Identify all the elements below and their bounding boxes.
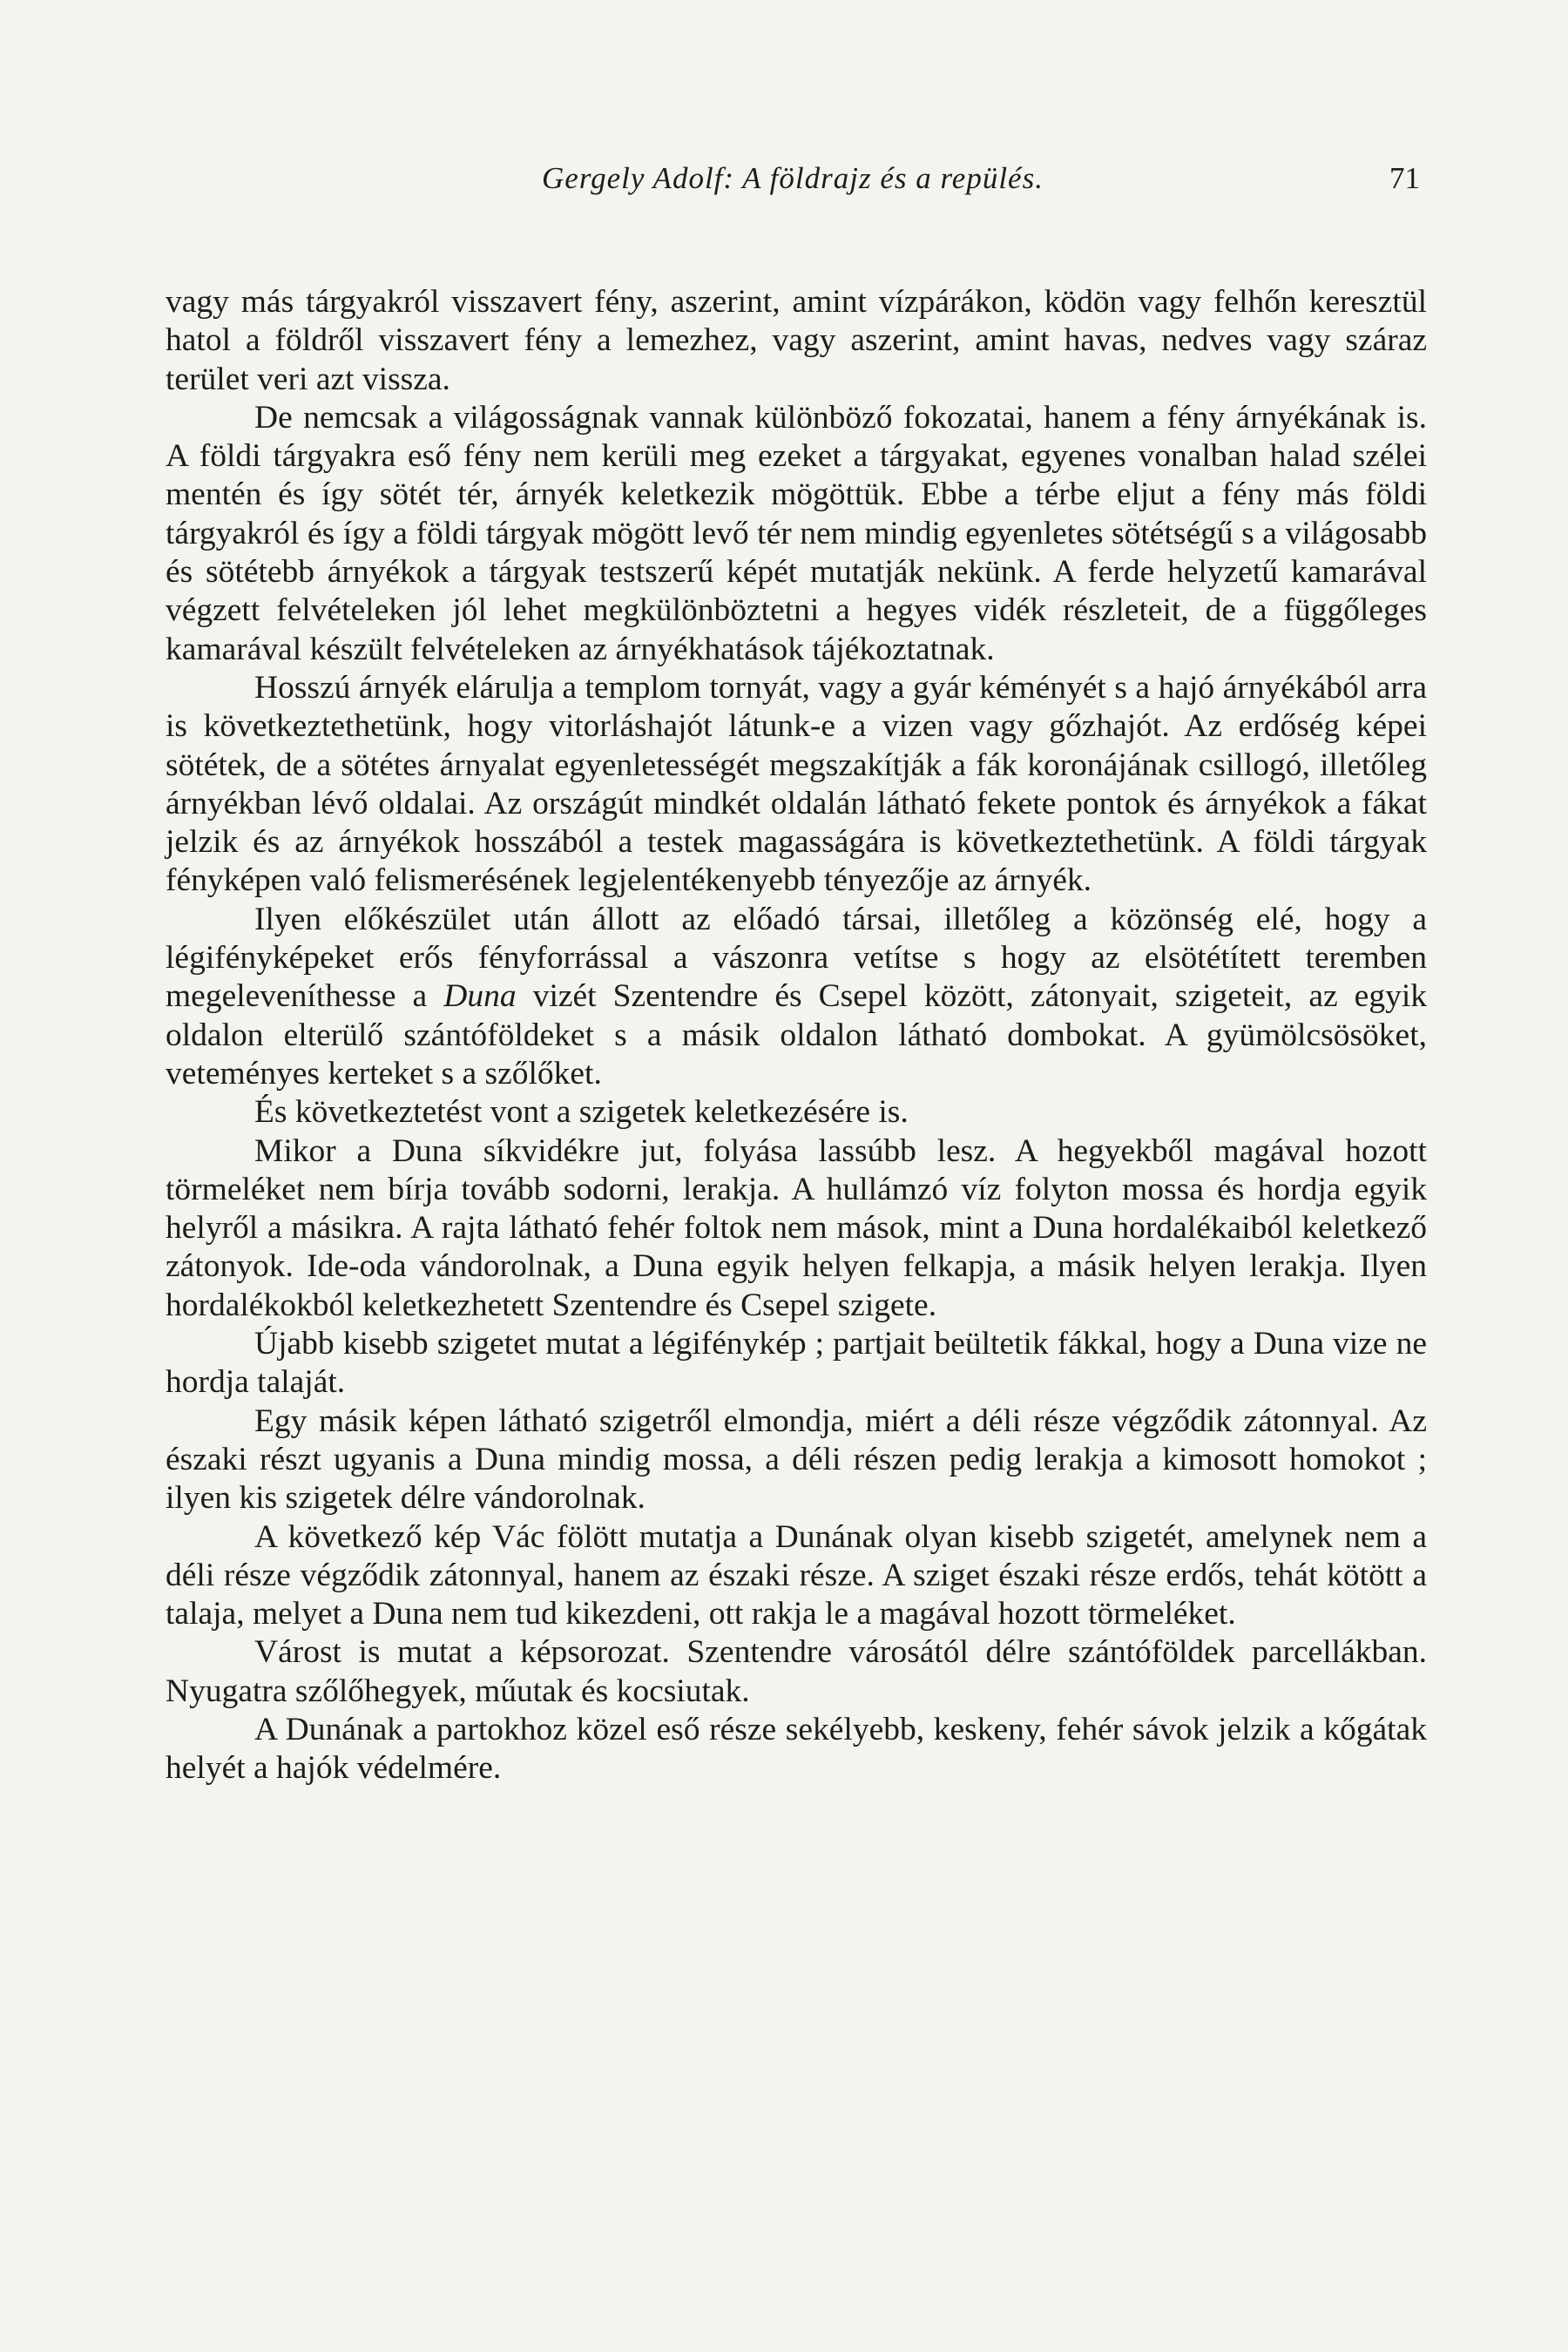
- paragraph: [166, 901, 1427, 1093]
- paragraph: De nemcsak a világosságnak vannak különböző fokozatai, hanem a fény árnyékának is. A földi tárgyakra eső fény nem kerüli meg ezeket a tárgyakat, egyenes vonalban halad szélei mentén és így sötét tér, árnyék keletkezik mögöttük. Ebbe a térbe eljut a fény más földi tárgyakról és így a földi tárgyak mögött levő tér nem mindig egyenletes sötétségű s a világosabb és sötétebb árnyékok a tárgyak testszerű képét mutatják nekünk. A ferde helyzetű kamarával végzett felvételeken jól lehet megkülönböztetni a hegyes vidék részleteit, de a függőleges kamarával készült felvételeken az árnyékhatások tájékoztatnak.: [166, 399, 1427, 667]
- emphasized-word: Duna: [443, 978, 517, 1015]
- paragraph: Hosszú árnyék elárulja a templom tornyát, vagy a gyár kéményét s a hajó árnyékából arra is következtethetünk, hogy vitorláshajót látunk-e a vizen vagy gőzhajót. Az erdőség képei sötétek, de a sötétes árnyalat egyenletességét megszakítják a fák koronájának csillogó, illetőleg árnyékban lévő oldalai. Az országút mindkét oldalán látható fekete pontok és árnyékok a fákat jelzik és az árnyékok hosszából a testek magasságára is következtethetünk. A földi tárgyak fényképen való felismerésének legjelentékenyebb tényezője az árnyék.: [166, 669, 1427, 899]
- paragraph: Várost is mutat a képsorozat. Szentendre városától délre szántóföldek parcellákban. Nyugatra szőlőhegyek, műutak és kocsiutak.: [166, 1634, 1427, 1709]
- paragraph: Újabb kisebb szigetet mutat a légifénykép ; partjait beültetik fákkal, hogy a Duna vize ne hordja talaját.: [166, 1326, 1427, 1401]
- running-head: [166, 157, 1420, 200]
- paragraph: vagy más tárgyakról visszavert fény, aszerint, amint vízpárákon, ködön vagy felhőn keresztül hatol a földről visszavert fény a lemezhez, vagy aszerint, amint havas, nedves vagy száraz terület veri azt vissza.: [166, 284, 1427, 397]
- paragraph: És következtetést vont a szigetek keletkezésére is.: [254, 1094, 909, 1131]
- paragraph-text: vizét Szentendre és Csepel között, zátonyait, szigeteit, az egyik oldalon elterülő szántóföldeket s a másik oldalon látható dombokat. A gyümölcsösöket, veteményes kerteket s a szőlőket.: [166, 978, 1427, 1092]
- paragraph: A következő kép Vác fölött mutatja a Dunának olyan kisebb szigetét, amelynek nem a déli része végződik zátonnyal, hanem az északi része. A sziget északi része erdős, tehát kötött a talaja, melyet a Duna nem tud kikezdeni, ott rakja le a magával hozott törmeléket.: [166, 1518, 1427, 1632]
- running-title: Gergely Adolf: A földrajz és a repülés.: [542, 161, 1044, 195]
- page-number: 71: [1389, 161, 1420, 195]
- paragraph: A Dunának a partokhoz közel eső része sekélyebb, keskeny, fehér sávok jelzik a kőgátak helyét a hajók védelmére.: [166, 1711, 1427, 1787]
- paragraph: Egy másik képen látható szigetről elmondja, miért a déli része végződik zátonnyal. Az északi részt ugyanis a Duna mindig mossa, a déli részen pedig lerakja a kimosott homokot ; ilyen kis szigetek délre vándorolnak.: [166, 1402, 1427, 1517]
- paragraph-text: Ilyen előkészület után állott az előadó társai, illetőleg a közönség elé, hogy a légifényképeket erős fényforrással a vászonra vetítse s hogy az elsötétített teremben megeleveníthesse a: [166, 901, 1427, 1015]
- paragraph: Mikor a Duna síkvidékre jut, folyása lassúbb lesz. A hegyekből magával hozott törmeléket nem bírja tovább sodorni, lerakja. A hullámzó víz folyton mossa és hordja egyik helyről a másikra. A rajta látható fehér foltok nem mások, mint a Duna hordalékaiból keletkező zátonyok. Ide-oda vándorolnak, a Duna egyik helyen felkapja, a másik helyen lerakja. Ilyen hordalékokból keletkezhetett Szentendre és Csepel szigete.: [166, 1132, 1427, 1323]
- body-text: [166, 283, 1427, 1788]
